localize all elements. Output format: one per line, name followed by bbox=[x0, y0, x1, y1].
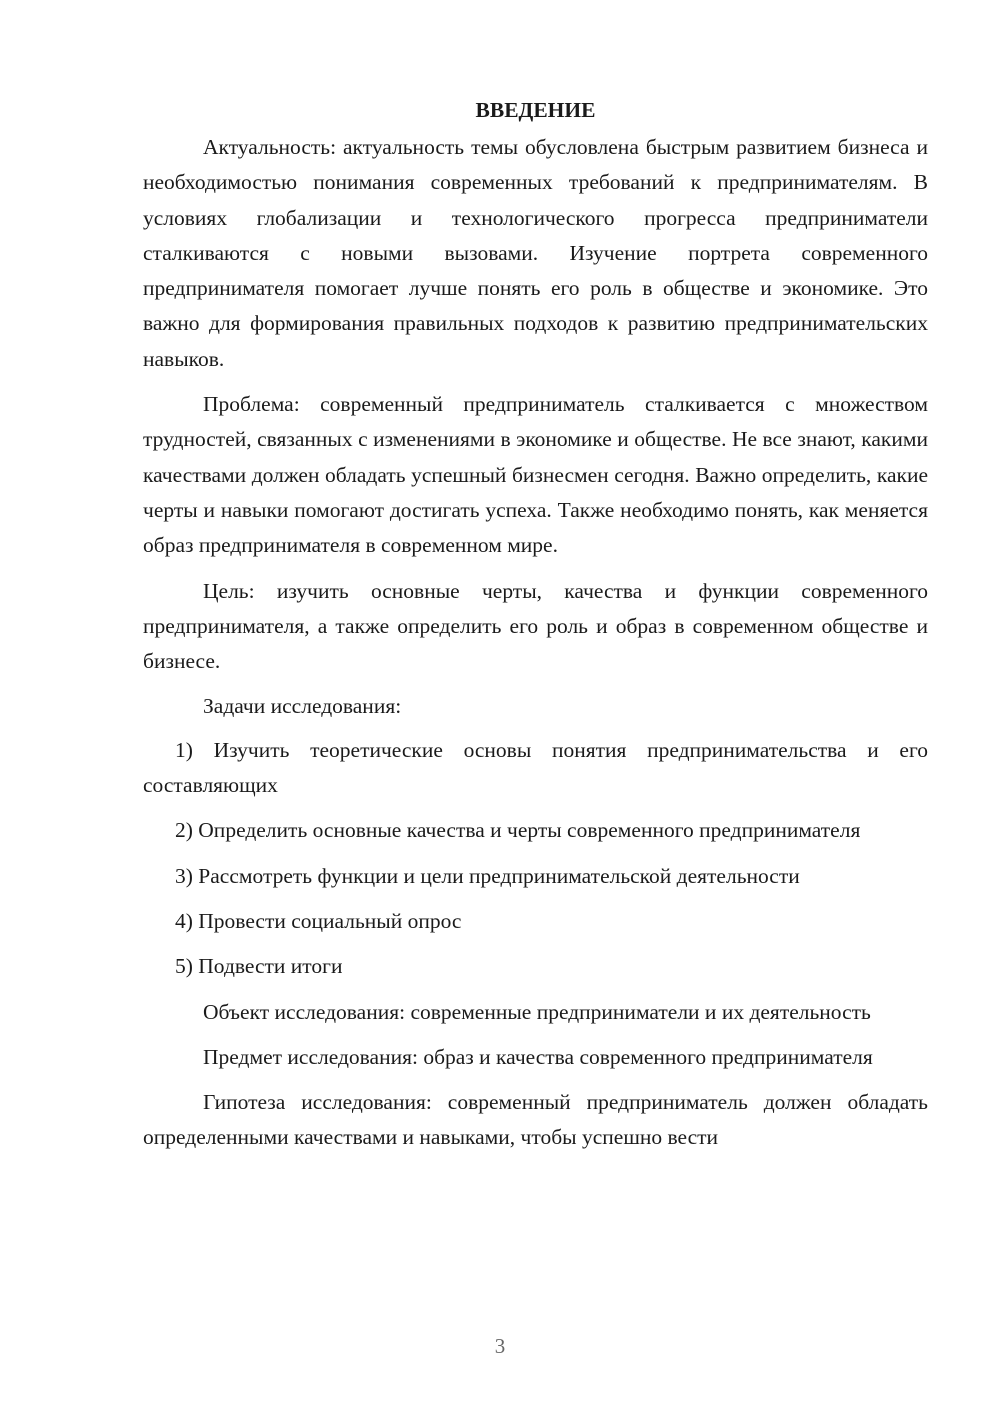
section-title: ВВЕДЕНИЕ bbox=[475, 98, 596, 122]
page-number: 3 bbox=[494, 1334, 506, 1358]
relevance-paragraph: Актуальность: актуальность темы обусловлена быстрым развитием бизнеса и необходимостью понимания современных требований к предпринимателям. В условиях глобализации и технологического прогресса предприниматели сталкиваются с новыми вызовами. Изучение портрета современного предпринимателя помогает лучше понять его роль в обществе и экономике. Это важно для формирования правильных подходов к развитию предпринимательских навыков. bbox=[143, 135, 928, 371]
task-item-5: 5) Подвести итоги bbox=[175, 954, 343, 979]
task-item-1: 1) Изучить теоретические основы понятия предпринимательства и его составляющих bbox=[143, 737, 928, 798]
object-paragraph: Объект исследования: современные предприниматели и их деятельность bbox=[203, 999, 871, 1024]
tasks-heading: Задачи исследования: bbox=[203, 694, 402, 719]
problem-paragraph: Проблема: современный предприниматель сталкивается с множеством трудностей, связанных с изменениями в экономике и обществе. Не все знают, какими качествами должен обладать успешный бизнесмен сегодня. Важно определить, какие черты и навыки помогают достигать успеха. Также необходимо понять, как меняется образ предпринимателя в современном мире. bbox=[143, 392, 928, 558]
page-body bbox=[143, 95, 928, 1166]
task-item-3: 3) Рассмотреть функции и цели предпринимательской деятельности bbox=[175, 863, 800, 888]
goal-paragraph: Цель: изучить основные черты, качества и функции современного предпринимателя, а также определить его роль и образ в современном обществе и бизнесе. bbox=[143, 578, 928, 674]
hypothesis-paragraph: Гипотеза исследования: современный предприниматель должен обладать определенными качествами и навыками, чтобы успешно вести bbox=[143, 1090, 928, 1150]
subject-paragraph: Предмет исследования: образ и качества современного предпринимателя bbox=[203, 1044, 873, 1069]
task-item-2: 2) Определить основные качества и черты современного предпринимателя bbox=[175, 818, 861, 843]
task-item-4: 4) Провести социальный опрос bbox=[175, 908, 462, 933]
